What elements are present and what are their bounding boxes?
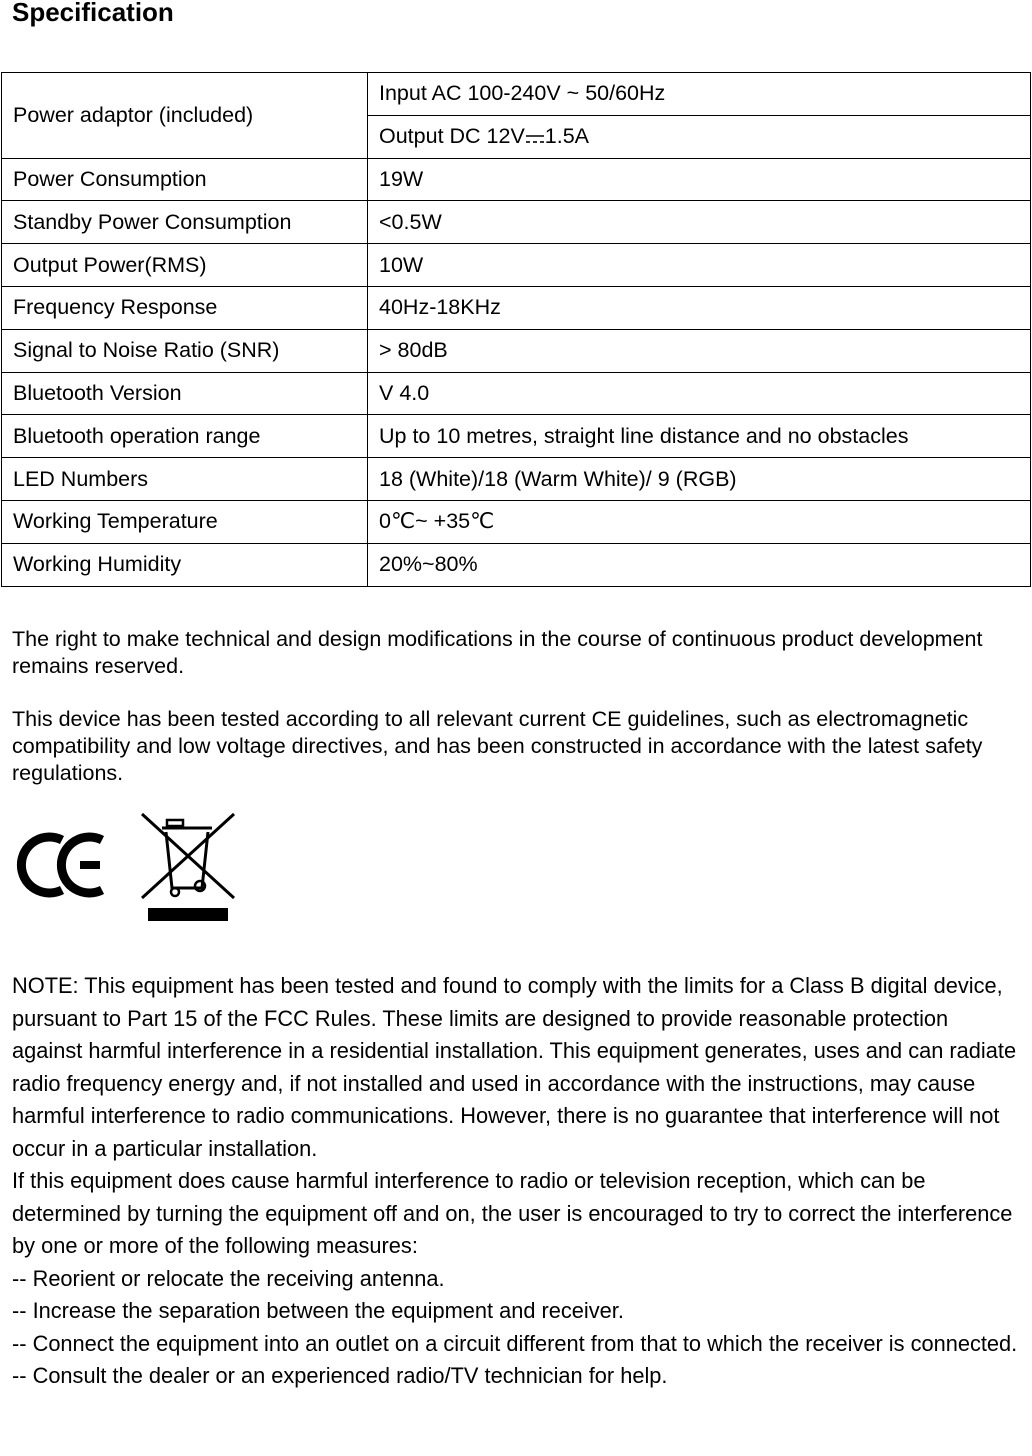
spec-label: Standby Power Consumption xyxy=(2,201,368,244)
spec-value: <0.5W xyxy=(368,201,1031,244)
spec-label: Bluetooth Version xyxy=(2,372,368,415)
fcc-paragraph: NOTE: This equipment has been tested and found to comply with the limits for a Class B digital device, pursuant to Part 15 of the FCC Rules. These limits are designed to provide reasonable protection against harmful interference in a residential installation. This equipment generates, uses and can radiate radio frequency energy and, if not installed and used in accordance with the instructions, may cause harmful interference to radio communications. However, there is no guarantee that interference will not occur in a particular installation. xyxy=(12,973,1017,1161)
table-row xyxy=(2,372,1031,415)
spec-label: Frequency Response xyxy=(2,286,368,329)
dc-symbol-icon xyxy=(525,131,545,145)
table-row xyxy=(2,158,1031,201)
spec-value: > 80dB xyxy=(368,329,1031,372)
table-row xyxy=(2,244,1031,287)
spec-label: Working Temperature xyxy=(2,500,368,543)
fcc-measure: -- Connect the equipment into an outlet on a circuit different from that to which the receiver is connected. xyxy=(12,1330,1018,1356)
specification-table xyxy=(1,72,1031,587)
table-row xyxy=(2,329,1031,372)
table-row xyxy=(2,415,1031,458)
spec-value: 40Hz-18KHz xyxy=(368,286,1031,329)
spec-value: 19W xyxy=(368,158,1031,201)
crossed-out-wheelie-bin-icon xyxy=(142,814,234,921)
spec-label: Bluetooth operation range xyxy=(2,415,368,458)
spec-value: Up to 10 metres, straight line distance and no obstacles xyxy=(368,415,1031,458)
fcc-measure: -- Reorient or relocate the receiving antenna. xyxy=(12,1265,445,1291)
fcc-measure: -- Consult the dealer or an experienced radio/TV technician for help. xyxy=(12,1363,668,1388)
table-row xyxy=(2,201,1031,244)
ce-compliance-note: This device has been tested according to all relevant current CE guidelines, such as electromagnetic compatibility and low voltage directives, and has been constructed in accordance with the latest safety regulations. xyxy=(12,707,983,785)
fcc-paragraph: If this equipment does cause harmful interference to radio or television reception, which can be determined by turning the equipment off and on, the user is encouraged to try to correct the interference by one or more of the following measures: xyxy=(12,1168,1013,1258)
spec-value: V 4.0 xyxy=(368,372,1031,415)
spec-label: Signal to Noise Ratio (SNR) xyxy=(2,329,368,372)
fcc-measure: -- Increase the separation between the equipment and receiver. xyxy=(12,1298,624,1323)
ce-mark-icon xyxy=(12,810,252,930)
spec-label: Working Humidity xyxy=(2,543,368,586)
table-row xyxy=(2,458,1031,501)
power-output-prefix: Output DC 12V xyxy=(379,124,525,149)
table-row xyxy=(2,500,1031,543)
spec-value: 10W xyxy=(368,244,1031,287)
modifications-note: The right to make technical and design modifications in the course of continuous product development remains reserved. xyxy=(12,627,983,678)
fcc-statement xyxy=(12,970,1024,1393)
spec-value: 18 (White)/18 (Warm White)/ 9 (RGB) xyxy=(368,458,1031,501)
table-row xyxy=(2,73,1031,116)
table-row xyxy=(2,286,1031,329)
spec-value-power-output xyxy=(368,115,1031,158)
spec-value: 0℃~ +35℃ xyxy=(368,500,1031,543)
spec-value: 20%~80% xyxy=(368,543,1031,586)
table-row xyxy=(2,543,1031,586)
spec-label-power-adaptor: Power adaptor (included) xyxy=(2,73,368,159)
spec-value-power-input: Input AC 100-240V ~ 50/60Hz xyxy=(368,73,1031,116)
page-title: Specification xyxy=(12,0,174,27)
power-output-suffix: 1.5A xyxy=(544,124,590,149)
spec-label: LED Numbers xyxy=(2,458,368,501)
spec-label: Output Power(RMS) xyxy=(2,244,368,287)
spec-label: Power Consumption xyxy=(2,158,368,201)
compliance-marks xyxy=(12,810,252,935)
